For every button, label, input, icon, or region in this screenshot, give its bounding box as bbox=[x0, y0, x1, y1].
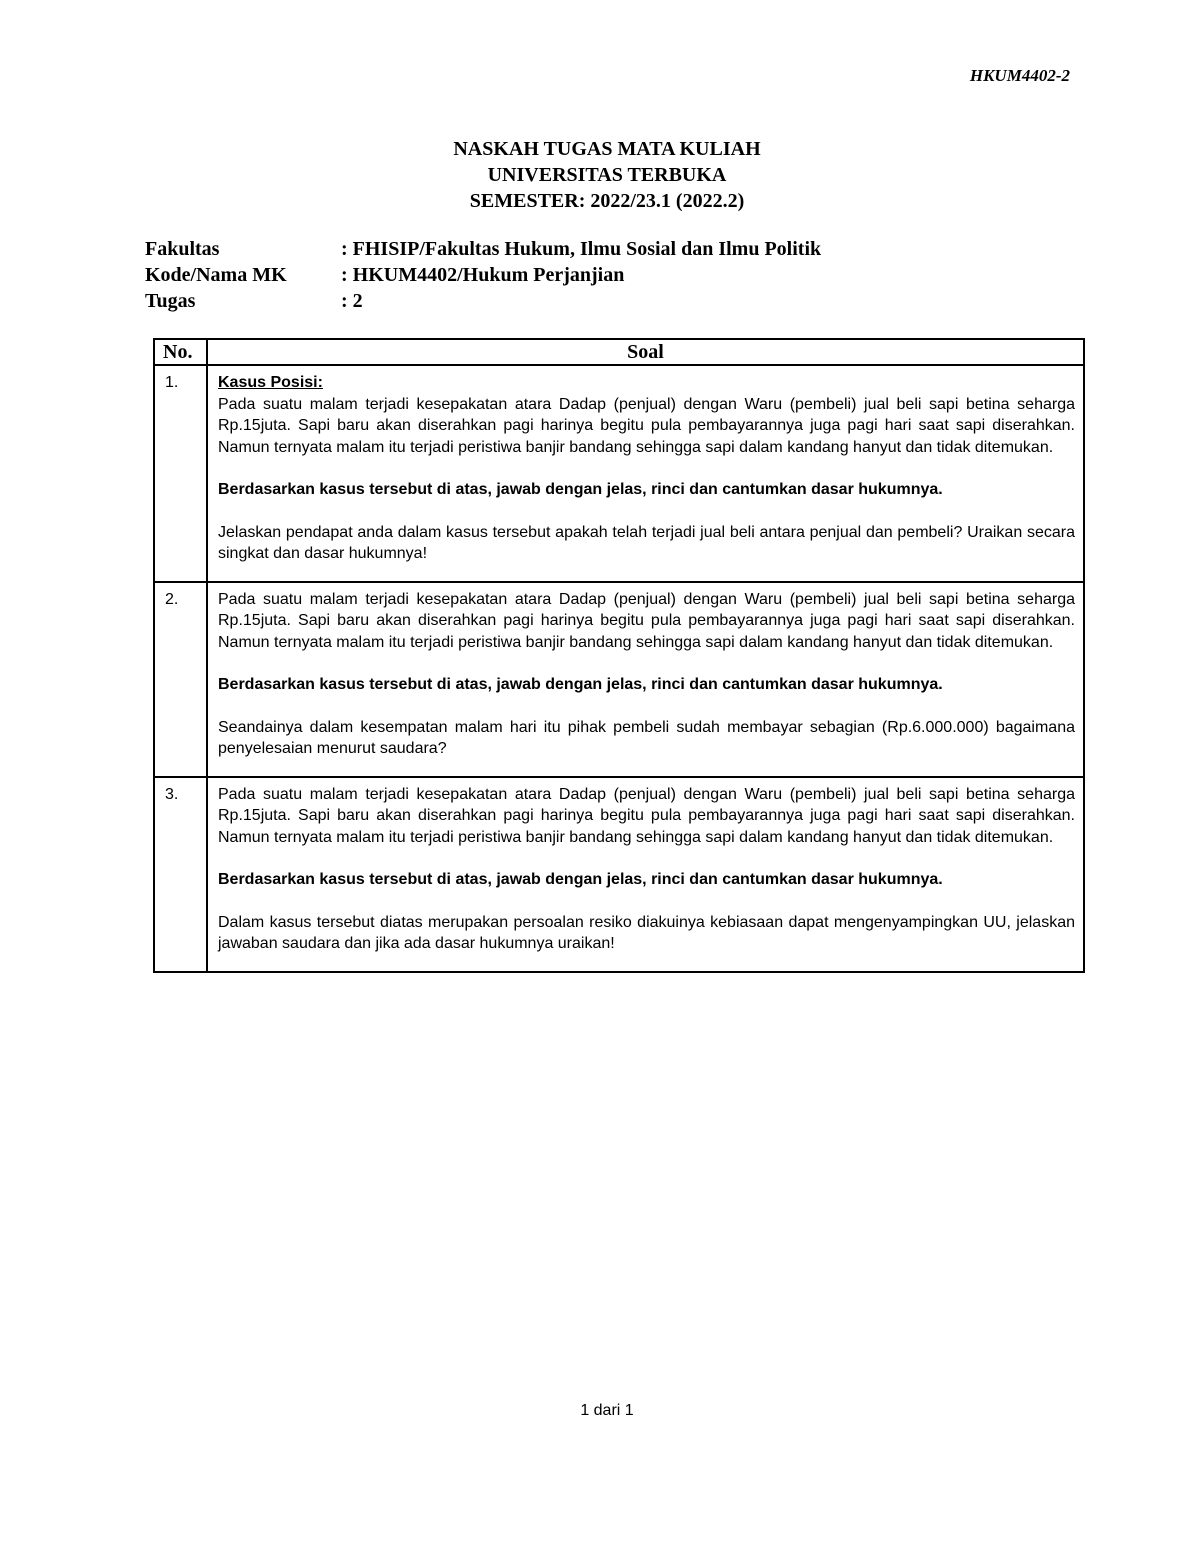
kode-value: : HKUM4402/Hukum Perjanjian bbox=[341, 264, 625, 286]
document-title bbox=[0, 136, 1200, 214]
instruction-text: Berdasarkan kasus tersebut di atas, jawab dengan jelas, rinci dan cantumkan dasar hukumnya. bbox=[218, 481, 943, 498]
column-header-no: No. bbox=[154, 339, 207, 365]
title-line-2: UNIVERSITAS TERBUKA bbox=[487, 164, 727, 186]
course-code-header: HKUM4402-2 bbox=[969, 66, 1070, 85]
table-row bbox=[154, 582, 1084, 777]
column-header-soal: Soal bbox=[207, 339, 1084, 365]
row-number: 3. bbox=[154, 777, 207, 972]
question-text: Jelaskan pendapat anda dalam kasus tersebut apakah telah terjadi jual beli antara penjual dan pembeli? Uraikan secara singkat dan dasar hukumnya! bbox=[218, 523, 1075, 562]
instruction-text: Berdasarkan kasus tersebut di atas, jawab dengan jelas, rinci dan cantumkan dasar hukumnya. bbox=[218, 871, 943, 888]
question-table bbox=[153, 338, 1085, 973]
case-text: Pada suatu malam terjadi kesepakatan atara Dadap (penjual) dengan Waru (pembeli) jual beli sapi betina seharga Rp.15juta. Sapi baru akan diserahkan pagi harinya begitu pula pembayarannya juga pagi hari saat sapi diserahkan. Namun ternyata malam itu terjadi peristiwa banjir bandang sehingga sapi dalam kandang hanyut dan tidak ditemukan. bbox=[218, 395, 1075, 456]
fakultas-value: : FHISIP/Fakultas Hukum, Ilmu Sosial dan Ilmu Politik bbox=[341, 238, 822, 260]
title-line-3: SEMESTER: 2022/23.1 (2022.2) bbox=[469, 190, 745, 212]
question-text: Seandainya dalam kesempatan malam hari itu pihak pembeli sudah membayar sebagian (Rp.6.000.000) bagaimana penyelesaian menurut saudara? bbox=[218, 718, 1075, 757]
course-info bbox=[145, 236, 821, 314]
table-row bbox=[154, 777, 1084, 972]
question-cell bbox=[207, 582, 1084, 777]
question-cell bbox=[207, 777, 1084, 972]
page-number: 1 dari 1 bbox=[580, 1402, 634, 1419]
tugas-label: Tugas bbox=[145, 290, 196, 312]
kode-label: Kode/Nama MK bbox=[145, 264, 287, 286]
table-header-row bbox=[154, 339, 1084, 365]
case-heading: Kasus Posisi: bbox=[218, 374, 323, 391]
tugas-value: : 2 bbox=[341, 290, 363, 312]
tugas-row bbox=[145, 288, 821, 314]
fakultas-label: Fakultas bbox=[145, 238, 220, 260]
fakultas-row bbox=[145, 236, 821, 262]
row-number: 2. bbox=[154, 582, 207, 777]
kode-row bbox=[145, 262, 821, 288]
case-text: Pada suatu malam terjadi kesepakatan atara Dadap (penjual) dengan Waru (pembeli) jual beli sapi betina seharga Rp.15juta. Sapi baru akan diserahkan pagi harinya begitu pula pembayarannya juga pagi hari saat sapi diserahkan. Namun ternyata malam itu terjadi peristiwa banjir bandang sehingga sapi dalam kandang hanyut dan tidak ditemukan. bbox=[218, 590, 1075, 651]
question-cell bbox=[207, 365, 1084, 582]
row-number: 1. bbox=[154, 365, 207, 582]
question-text: Dalam kasus tersebut diatas merupakan persoalan resiko diakuinya kebiasaan dapat mengenyampingkan UU, jelaskan jawaban saudara dan jika ada dasar hukumnya uraikan! bbox=[218, 913, 1075, 952]
case-text: Pada suatu malam terjadi kesepakatan atara Dadap (penjual) dengan Waru (pembeli) jual beli sapi betina seharga Rp.15juta. Sapi baru akan diserahkan pagi harinya begitu pula pembayarannya juga pagi hari saat sapi diserahkan. Namun ternyata malam itu terjadi peristiwa banjir bandang sehingga sapi dalam kandang hanyut dan tidak ditemukan. bbox=[218, 785, 1075, 846]
instruction-text: Berdasarkan kasus tersebut di atas, jawab dengan jelas, rinci dan cantumkan dasar hukumnya. bbox=[218, 676, 943, 693]
table-row bbox=[154, 365, 1084, 582]
title-line-1: NASKAH TUGAS MATA KULIAH bbox=[453, 138, 761, 160]
